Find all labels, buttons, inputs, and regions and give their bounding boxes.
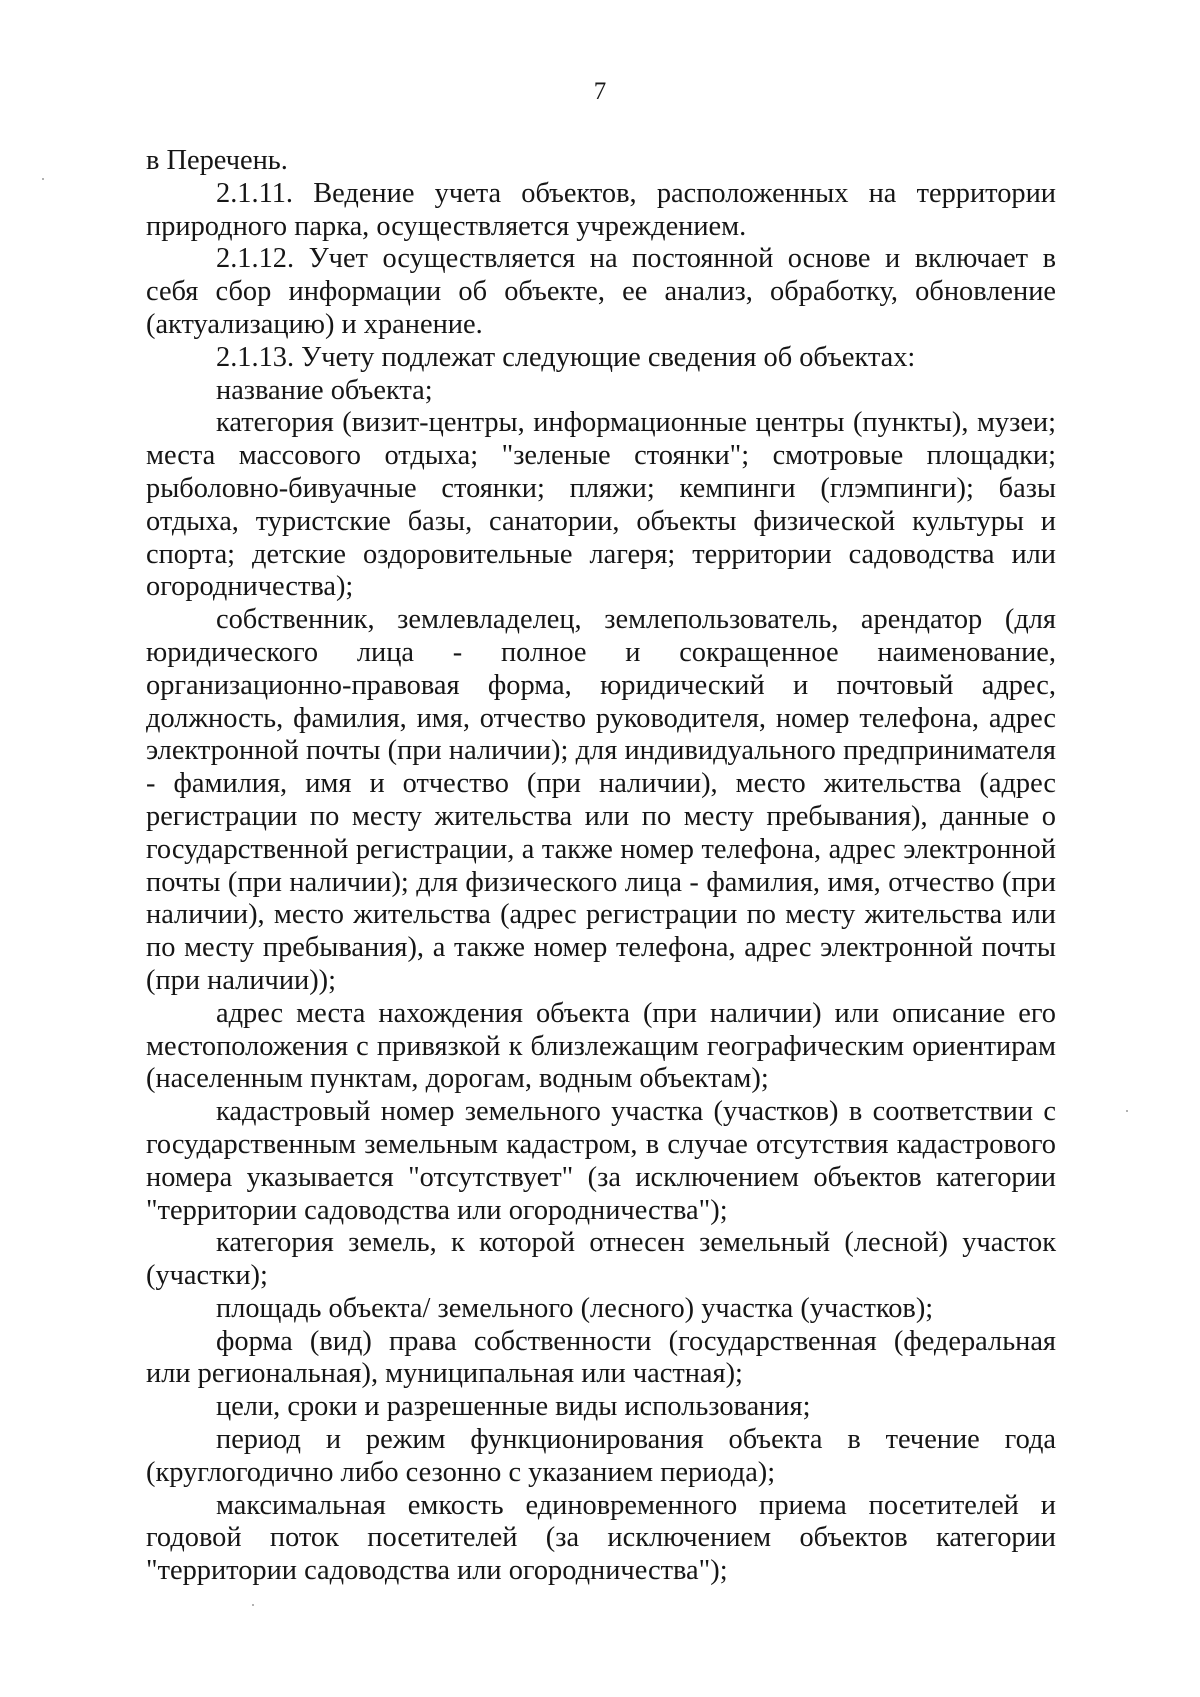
paragraph: площадь объекта/ земельного (лесного) участка (участков);	[216, 1292, 934, 1324]
page-number: 7	[593, 78, 607, 105]
paragraph: адрес места нахождения объекта (при наличии) или описание его местоположения с привязкой к близлежащим географическим ориентирам (населенным пунктам, дорогам, водным объектам);	[146, 997, 1056, 1095]
paragraph: кадастровый номер земельного участка (участков) в соответствии с государственным земельным кадастром, в случае отсутствия кадастрового номера указывается "отсутствует" (за исключением объектов категории "территории садоводства или огородничества");	[146, 1096, 1056, 1226]
scan-speck	[1126, 1110, 1128, 1112]
paragraph: цели, сроки и разрешенные виды использования;	[216, 1391, 811, 1423]
paragraph: собственник, землевладелец, землепользователь, арендатор (для юридического лица - полное и сокращенное наименование, организационно-правовая форма, юридический и почтовый адрес, должность, фамилия, имя, отчество руководителя, номер телефона, адрес электронной почты (при наличии); для индивидуального предпринимателя - фамилия, имя и отчество (при наличии), место жительства (адрес регистрации по месту жительства или по месту пребывания), данные о государственной регистрации, а также номер телефона, адрес электронной почты (при наличии); для физического лица - фамилия, имя, отчество (при наличии), место жительства (адрес регистрации по месту жительства или по месту пребывания), а также номер телефона, адрес электронной почты (при наличии));	[146, 604, 1056, 996]
scan-speck	[252, 1604, 254, 1606]
paragraph: в Перечень.	[146, 145, 288, 176]
paragraph: 2.1.12. Учет осуществляется на постоянной основе и включает в себя сбор информации об объекте, ее анализ, обработку, обновление (актуализацию) и хранение.	[146, 243, 1056, 340]
paragraph: категория (визит-центры, информационные центры (пункты), музеи; места массового отдыха; "зеленые стоянки"; смотровые площадки; рыболовно-бивуачные стоянки; пляжи; кемпинги (глэмпинги); базы отдыха, туристские базы, санатории, объекты физической культуры и спорта; детские оздоровительные лагеря; территории садоводства или огородничества);	[146, 407, 1056, 603]
paragraph: период и режим функционирования объекта в течение года (круглогодично либо сезонно с указанием периода);	[146, 1424, 1056, 1488]
scan-speck	[42, 178, 44, 180]
paragraph: 2.1.11. Ведение учета объектов, расположенных на территории природного парка, осуществляется учреждением.	[146, 177, 1056, 242]
paragraph: форма (вид) права собственности (государственная (федеральная или региональная), муниципальная или частная);	[146, 1325, 1056, 1390]
document-body	[146, 145, 1056, 1588]
paragraph: категория земель, к которой отнесен земельный (лесной) участок (участки);	[146, 1227, 1056, 1292]
paragraph: максимальная емкость единовременного приема посетителей и годовой поток посетителей (за исключением объектов категории "территории садоводства или огородничества");	[146, 1489, 1056, 1587]
paragraph: 2.1.13. Учету подлежат следующие сведения об объектах:	[216, 341, 916, 373]
paragraph: название объекта;	[216, 374, 433, 406]
